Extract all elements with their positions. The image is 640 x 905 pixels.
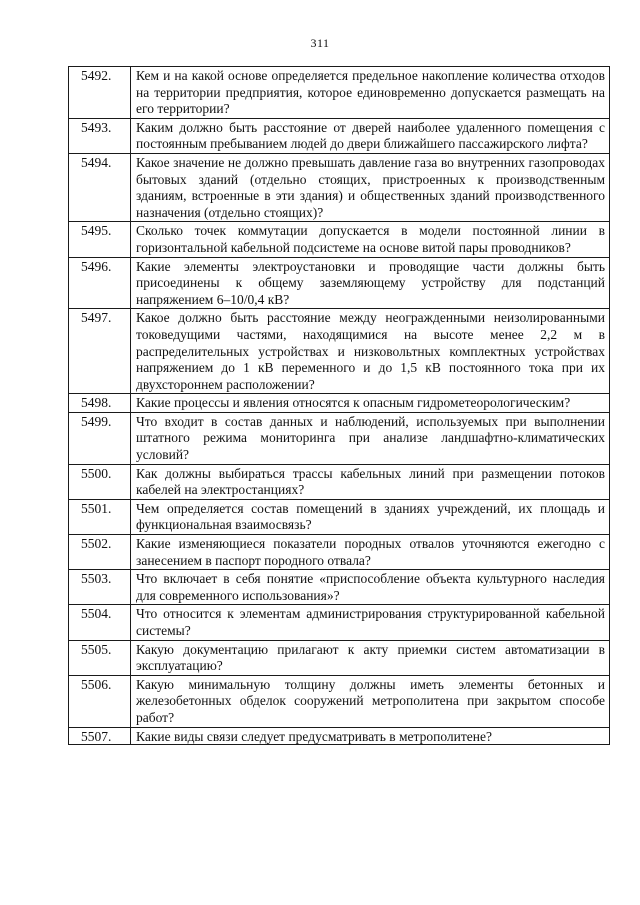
question-number: 5501. (69, 499, 131, 534)
question-number: 5496. (69, 257, 131, 309)
question-number: 5498. (69, 394, 131, 413)
question-number: 5493. (69, 118, 131, 153)
question-text: Что входит в состав данных и наблюдений, используемых при выполнении штатного режима мониторинга при анализе ландшафтно-климатических условий? (131, 412, 610, 464)
question-number: 5507. (69, 727, 131, 744)
question-number: 5502. (69, 535, 131, 570)
question-row (69, 118, 610, 153)
question-row (69, 535, 610, 570)
question-text: Какие процессы и явления относятся к опасным гидрометеорологическим? (131, 394, 610, 413)
question-text: Какие элементы электроустановки и проводящие части должны быть присоединены к общему заземляющему устройству для подстанций напряжением 6–10/0,4 кВ? (131, 257, 610, 309)
question-text: Что включает в себя понятие «приспособление объекта культурного наследия для современного использования»? (131, 570, 610, 605)
question-row (69, 570, 610, 605)
question-text: Какую минимальную толщину должны иметь элементы бетонных и железобетонных обделок сооружений метрополитена при закрытом способе работ? (131, 675, 610, 727)
question-text: Что относится к элементам администрирования структурированной кабельной системы? (131, 605, 610, 640)
question-text: Каким должно быть расстояние от дверей наиболее удаленного помещения с постоянным пребыванием людей до двери ближайшего пассажирского лифта? (131, 118, 610, 153)
questions-table (68, 66, 610, 745)
question-row (69, 675, 610, 727)
question-text: Чем определяется состав помещений в зданиях учреждений, их площадь и функциональная взаимосвязь? (131, 499, 610, 534)
question-row (69, 153, 610, 221)
question-number: 5500. (69, 464, 131, 499)
question-text: Кем и на какой основе определяется предельное накопление количества отходов на территории предприятия, которое единовременно допускается размещать на его территории? (131, 67, 610, 119)
question-text: Как должны выбираться трассы кабельных линий при размещении потоков кабелей на электростанциях? (131, 464, 610, 499)
question-text: Сколько точек коммутации допускается в модели постоянной линии в горизонтальной кабельной подсистеме на основе витой пары проводников? (131, 222, 610, 257)
question-number: 5494. (69, 153, 131, 221)
question-text: Какие виды связи следует предусматривать в метрополитене? (131, 727, 610, 744)
question-row (69, 464, 610, 499)
questions-table-body (69, 67, 610, 745)
page-number: 311 (310, 36, 330, 50)
question-number: 5495. (69, 222, 131, 257)
question-number: 5499. (69, 412, 131, 464)
question-row (69, 309, 610, 394)
question-number: 5492. (69, 67, 131, 119)
question-number: 5497. (69, 309, 131, 394)
question-row (69, 257, 610, 309)
question-text: Какое должно быть расстояние между неогражденными неизолированными токоведущими частями, находящимися на высоте менее 2,2 м в распределительных устройствах и низковольтных комплектных устройствах напряжением до 1 кВ переменного и до 1,5 кВ постоянного тока при их двухстороннем расположении? (131, 309, 610, 394)
question-row (69, 727, 610, 744)
question-text: Какое значение не должно превышать давление газа во внутренних газопроводах бытовых зданий (отдельно стоящих, пристроенных к производственным зданиям, встроенные в эти здания) и общественных зданий производственного назначения (отдельно стоящих)? (131, 153, 610, 221)
question-row (69, 499, 610, 534)
question-number: 5506. (69, 675, 131, 727)
question-row (69, 222, 610, 257)
question-text: Какие изменяющиеся показатели породных отвалов уточняются ежегодно с занесением в паспорт породного отвала? (131, 535, 610, 570)
question-row (69, 67, 610, 119)
question-number: 5503. (69, 570, 131, 605)
question-number: 5505. (69, 640, 131, 675)
question-row (69, 605, 610, 640)
question-row (69, 412, 610, 464)
question-row (69, 640, 610, 675)
question-text: Какую документацию прилагают к акту приемки систем автоматизации в эксплуатацию? (131, 640, 610, 675)
question-number: 5504. (69, 605, 131, 640)
question-row (69, 394, 610, 413)
